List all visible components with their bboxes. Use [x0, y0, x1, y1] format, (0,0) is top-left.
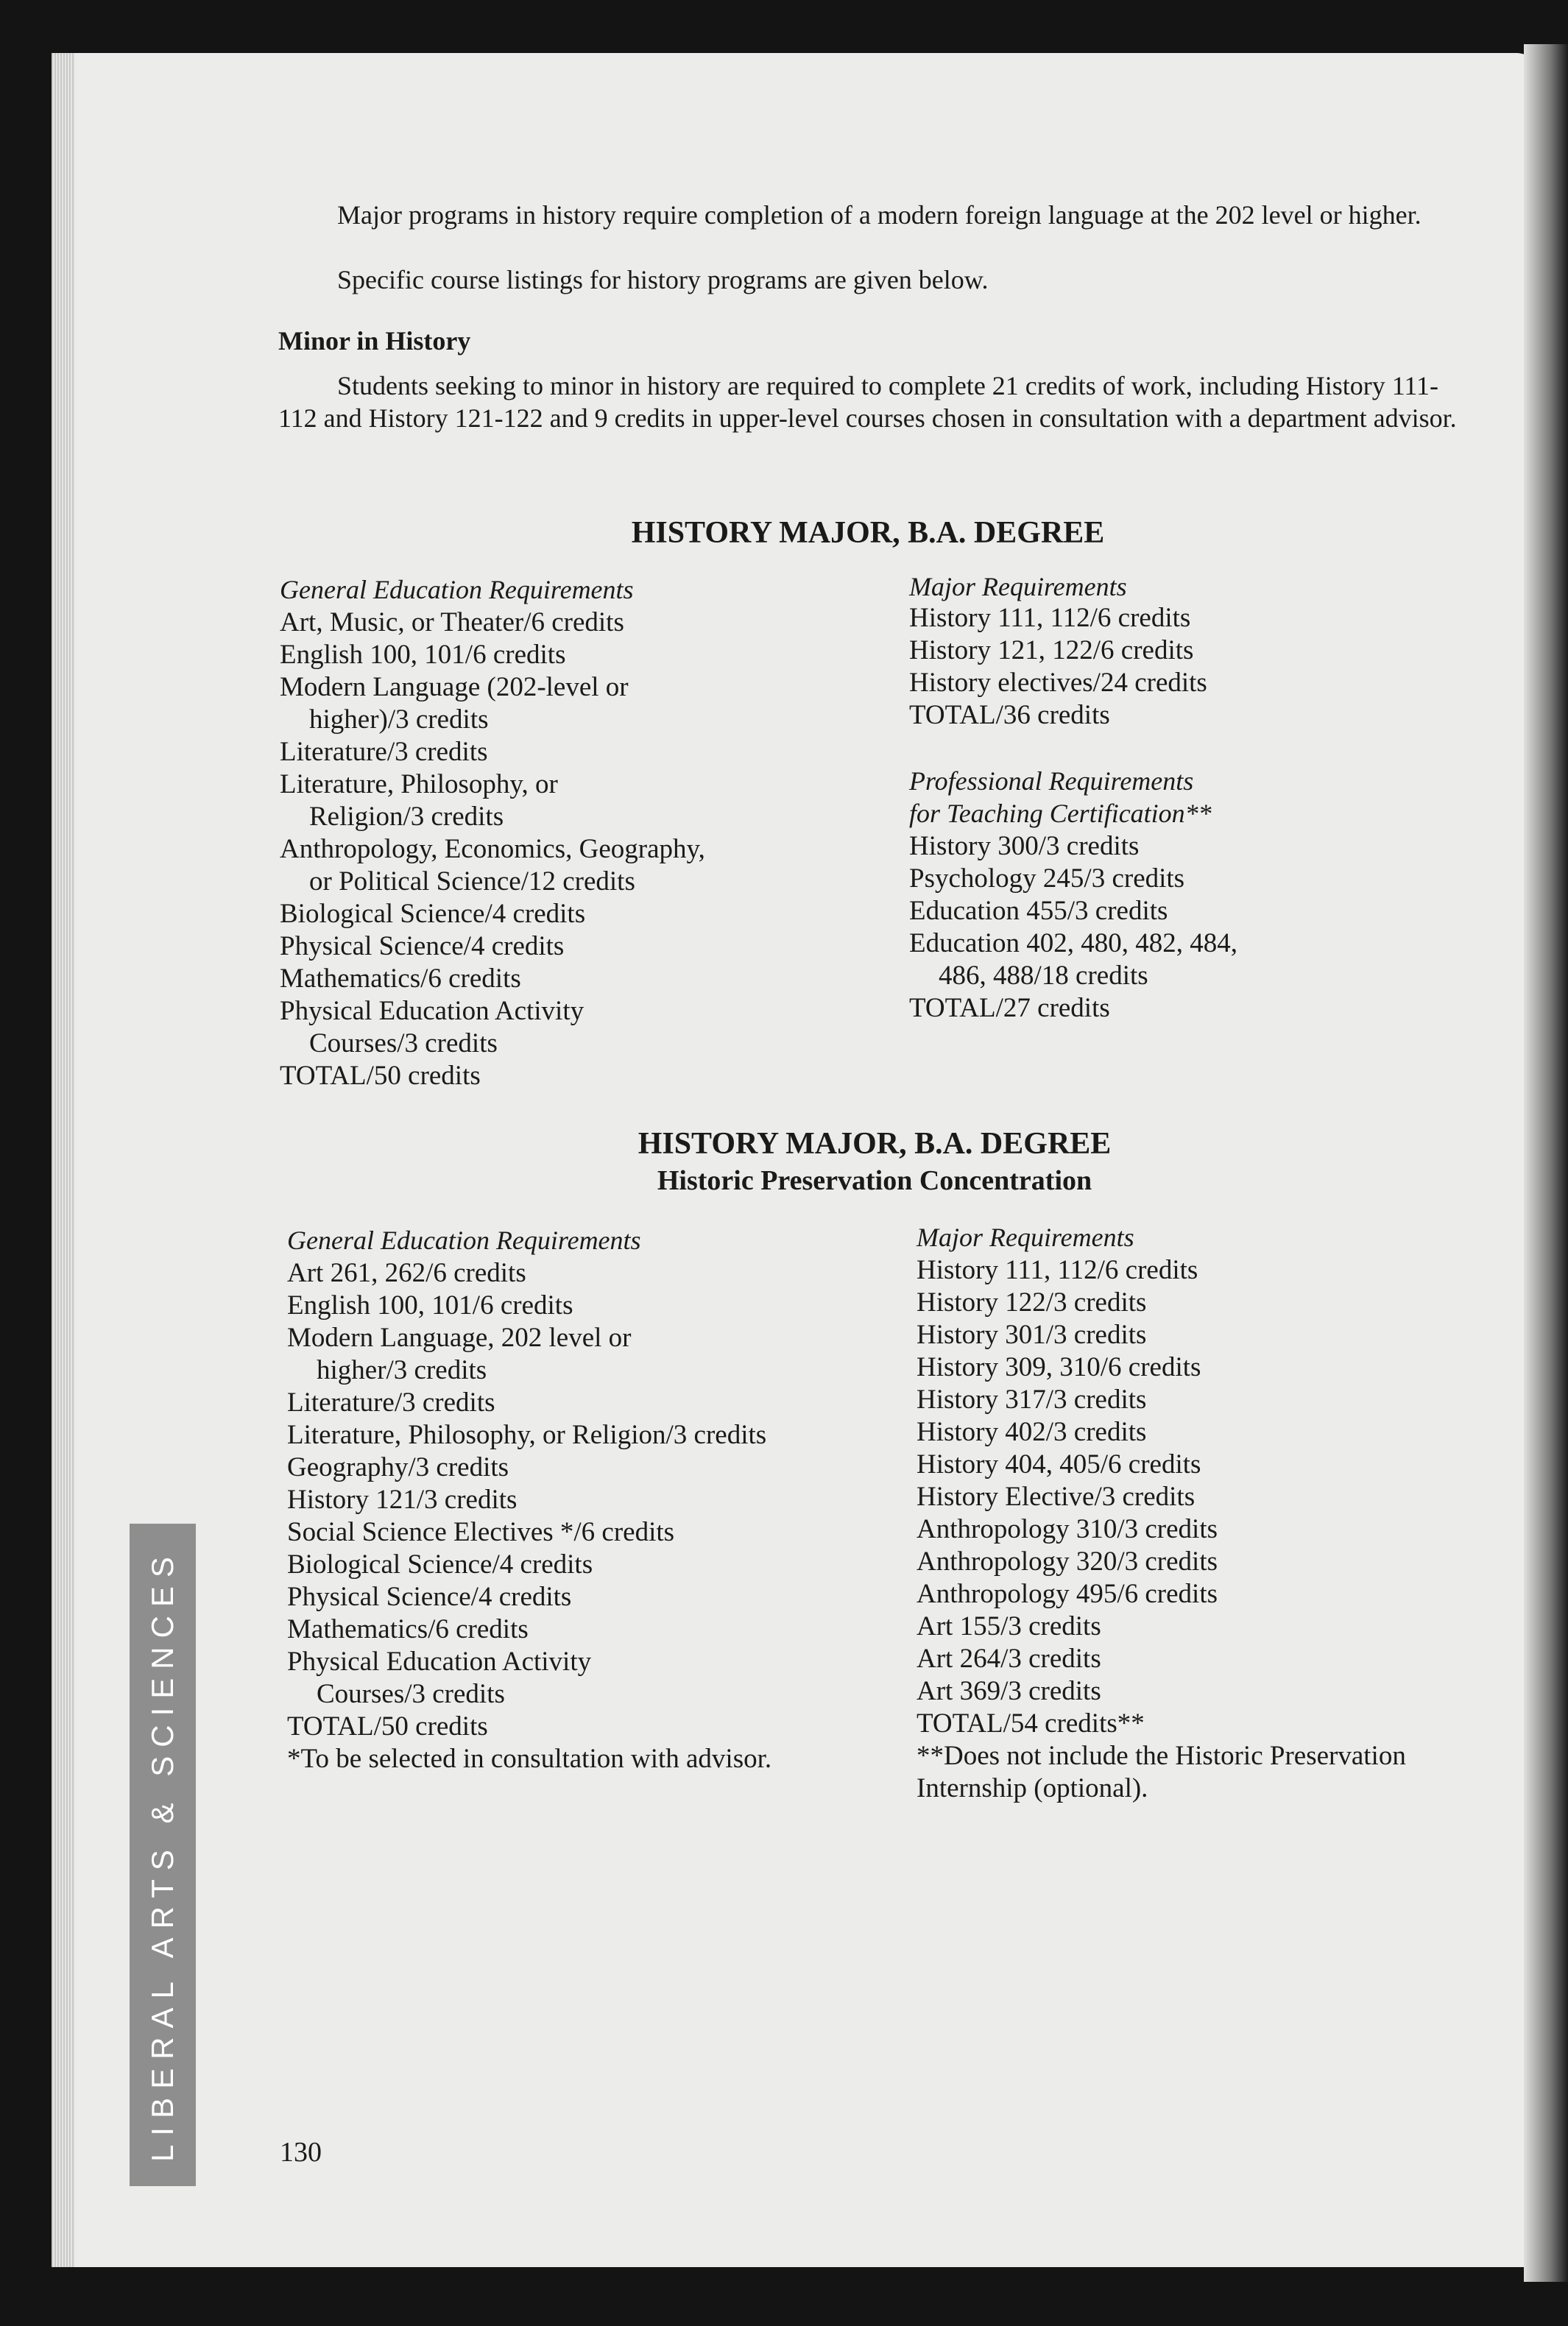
section2-left-heading: General Education Requirements — [287, 1226, 641, 1255]
section1-left-heading: General Education Requirements — [280, 575, 634, 604]
list-item: Psychology 245/3 credits — [909, 863, 1185, 894]
intro-paragraph: Major programs in history require completion of a modern foreign language at the 202 level or higher. — [337, 200, 1422, 230]
section1-right-heading: Major Requirements — [909, 572, 1127, 601]
list-item: Physical Science/4 credits — [287, 1582, 572, 1612]
section-tab-label: LIBERAL ARTS & SCIENCES — [145, 1548, 180, 2162]
list-item: Biological Science/4 credits — [287, 1549, 593, 1580]
list-item: Physical Education Activity — [287, 1647, 592, 1677]
list-item: History 122/3 credits — [917, 1287, 1147, 1318]
list-item: TOTAL/50 credits — [287, 1711, 488, 1742]
list-item: Religion/3 credits — [309, 802, 504, 832]
section2-right-heading: Major Requirements — [917, 1223, 1134, 1252]
page-number: 130 — [280, 2137, 322, 2168]
list-item: TOTAL/50 credits — [280, 1061, 481, 1091]
list-item: History 402/3 credits — [917, 1417, 1147, 1447]
list-item: History electives/24 credits — [909, 668, 1207, 698]
list-item: Modern Language (202-level or — [280, 672, 629, 702]
list-item: Physical Education Activity — [280, 996, 585, 1026]
section1-title: HISTORY MAJOR, B.A. DEGREE — [631, 516, 1105, 550]
list-item: Art 264/3 credits — [917, 1644, 1101, 1674]
list-item: higher/3 credits — [317, 1355, 487, 1385]
list-item: Geography/3 credits — [287, 1452, 509, 1482]
list-item: TOTAL/27 credits — [909, 993, 1110, 1023]
list-item: Art 369/3 credits — [917, 1676, 1101, 1706]
list-item: 486, 488/18 credits — [939, 961, 1148, 991]
list-item: Anthropology 310/3 credits — [917, 1514, 1218, 1544]
list-item: Education 402, 480, 482, 484, — [909, 928, 1238, 958]
section2-title: HISTORY MAJOR, B.A. DEGREE — [638, 1127, 1112, 1161]
list-item: English 100, 101/6 credits — [280, 640, 566, 670]
list-item: Literature, Philosophy, or — [280, 769, 558, 799]
list-item: English 100, 101/6 credits — [287, 1290, 573, 1321]
list-item: Courses/3 credits — [317, 1679, 505, 1709]
intro-paragraph-2: Specific course listings for history programs are given below. — [337, 265, 989, 294]
list-item: Mathematics/6 credits — [280, 964, 521, 994]
list-item: History 404, 405/6 credits — [917, 1449, 1201, 1480]
list-item: Literature/3 credits — [287, 1388, 495, 1418]
list-item: History 111, 112/6 credits — [909, 603, 1191, 633]
list-item: Art 261, 262/6 credits — [287, 1258, 526, 1288]
list-item: Modern Language, 202 level or — [287, 1323, 632, 1353]
list-item: Anthropology 495/6 credits — [917, 1579, 1218, 1609]
minor-paragraph: Students seeking to minor in history are required to complete 21 credits of work, including History 111-112 and History 121-122 and 9 credits in upper-level courses chosen in consultation with a department advisor. — [278, 371, 1457, 433]
section1-professional-heading: Professional Requirements — [909, 766, 1194, 796]
list-item: Social Science Electives */6 credits — [287, 1517, 675, 1547]
list-item: Mathematics/6 credits — [287, 1614, 529, 1644]
list-item: Education 455/3 credits — [909, 896, 1168, 926]
list-item: Physical Science/4 credits — [280, 931, 565, 961]
list-item: Art, Music, or Theater/6 credits — [280, 607, 624, 637]
list-item: higher)/3 credits — [309, 704, 489, 735]
list-item: Anthropology, Economics, Geography, — [280, 834, 705, 864]
section1-professional-heading-2: for Teaching Certification** — [909, 799, 1212, 828]
section2-subtitle: Historic Preservation Concentration — [657, 1165, 1092, 1196]
list-item: History 309, 310/6 credits — [917, 1352, 1201, 1382]
section1-professional-list — [909, 830, 1469, 1025]
list-item: TOTAL/36 credits — [909, 700, 1110, 730]
section2-left-list — [287, 1257, 905, 1775]
list-item: TOTAL/54 credits** — [917, 1708, 1145, 1739]
list-item: History 301/3 credits — [917, 1320, 1147, 1350]
list-item: Literature/3 credits — [280, 737, 488, 767]
section2-right-list — [917, 1254, 1491, 1805]
list-item: Anthropology 320/3 credits — [917, 1546, 1218, 1577]
minor-heading: Minor in History — [278, 326, 471, 356]
footnote: Internship (optional). — [917, 1773, 1148, 1803]
section1-left-list — [280, 607, 883, 1092]
list-item: History 317/3 credits — [917, 1385, 1147, 1415]
footnote: *To be selected in consultation with advisor. — [287, 1744, 772, 1774]
list-item: History 111, 112/6 credits — [917, 1255, 1198, 1285]
list-item: History 300/3 credits — [909, 831, 1140, 861]
list-item: History Elective/3 credits — [917, 1482, 1196, 1512]
list-item: History 121/3 credits — [287, 1485, 518, 1515]
footnote: **Does not include the Historic Preservation — [917, 1741, 1406, 1771]
list-item: Literature, Philosophy, or Religion/3 credits — [287, 1420, 767, 1450]
page-edge-stack — [52, 53, 75, 2267]
list-item: Art 155/3 credits — [917, 1611, 1101, 1641]
list-item: Biological Science/4 credits — [280, 899, 586, 929]
section1-right-list — [909, 602, 1469, 732]
list-item: Courses/3 credits — [309, 1028, 498, 1058]
list-item: History 121, 122/6 credits — [909, 635, 1194, 665]
book-binding-edge — [1524, 44, 1568, 2282]
list-item: or Political Science/12 credits — [309, 866, 635, 897]
